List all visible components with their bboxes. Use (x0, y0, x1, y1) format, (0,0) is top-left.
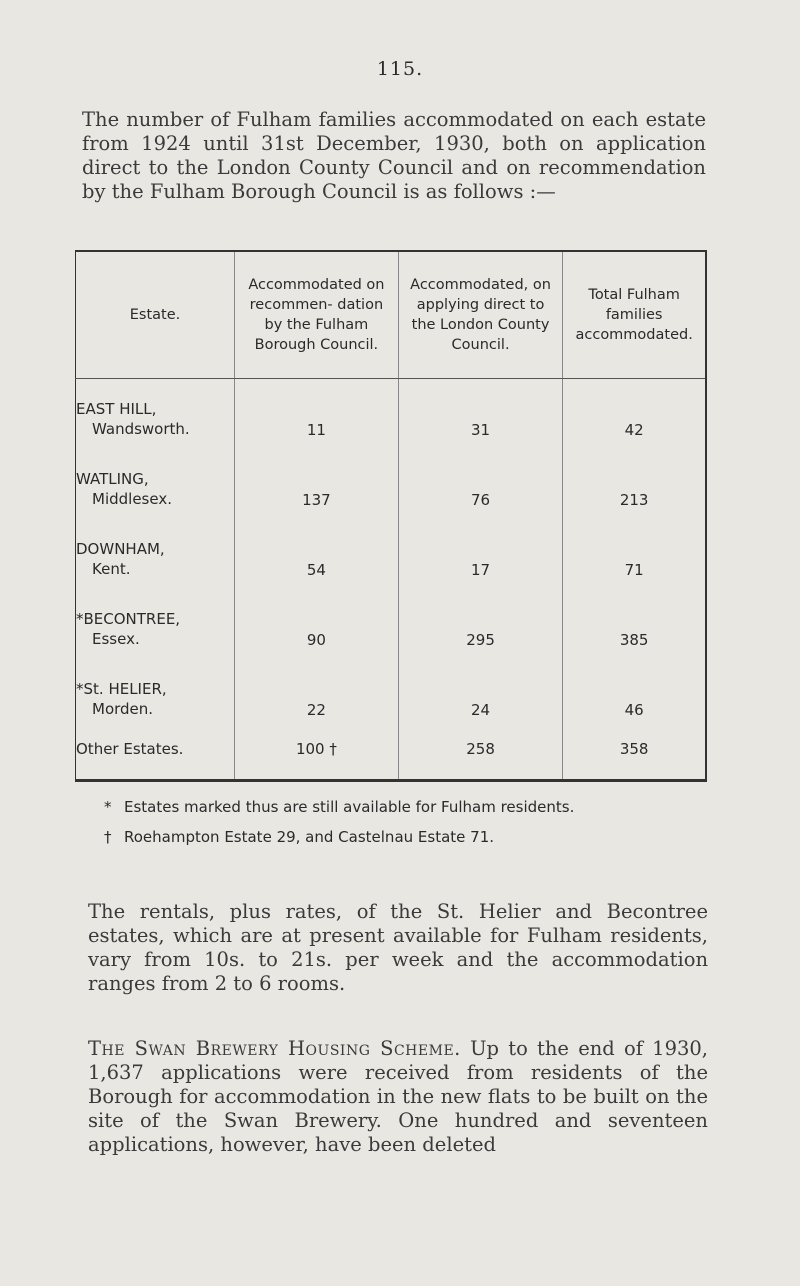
direct-cell: 295 (398, 585, 563, 655)
table-row (76, 655, 707, 725)
footnote-text: Roehampton Estate 29, and Castelnau Estate 71. (124, 828, 495, 846)
footnote-asterisk (104, 796, 704, 818)
total-cell: 42 (563, 379, 706, 446)
estate-name: Other Estates. (76, 740, 184, 758)
recommended-cell: 100 † (235, 725, 399, 781)
estate-location: Morden. (92, 700, 154, 718)
footnote-text: Estates marked thus are still available for Fulham residents. (124, 798, 575, 816)
intro-paragraph: The number of Fulham families accommodated on each estate from 1924 until 31st December, 1930, both on application direct to the London County Council and on recommendation by the Fulham Borough Council is as follows :— (82, 108, 706, 203)
recommended-cell: 137 (235, 445, 399, 515)
estates-table (75, 250, 707, 782)
table-row (76, 515, 707, 585)
direct-cell: 258 (398, 725, 563, 781)
estate-name: *BECONTREE, (76, 610, 181, 628)
estate-name: DOWNHAM, (76, 540, 165, 558)
recommended-cell: 11 (235, 379, 399, 446)
rentals-paragraph: The rentals, plus rates, of the St. Helier and Becontree estates, which are at present available for Fulham residents, vary from 10s. to 21s. per week and the accommodation ranges from 2 to 6 rooms. (88, 900, 708, 995)
header-total: Total Fulham families accommodated. (563, 251, 706, 379)
table-header-row (76, 251, 707, 379)
table-row (76, 379, 707, 446)
total-cell: 358 (563, 725, 706, 781)
table-row (76, 725, 707, 781)
swan-brewery-text: Up to the end of 1930, 1,637 applications were received from residents of the Borough for accommodation in the new flats to be built on the site of the Swan Brewery. One hundred and seventeen applications, however, have been deleted (88, 1037, 708, 1156)
table-row (76, 585, 707, 655)
estate-location: Kent. (92, 560, 131, 578)
direct-cell: 31 (398, 379, 563, 446)
footnote-mark: * (104, 798, 112, 816)
estate-location: Wandsworth. (92, 420, 190, 438)
recommended-cell: 90 (235, 585, 399, 655)
estate-name: WATLING, (76, 470, 149, 488)
header-direct: Accommodated, on applying direct to the London County Council. (398, 251, 563, 379)
estate-name: EAST HILL, (76, 400, 157, 418)
estate-cell (76, 445, 235, 515)
estate-location: Middlesex. (92, 490, 172, 508)
swan-brewery-paragraph (88, 1037, 708, 1157)
direct-cell: 24 (398, 655, 563, 725)
total-cell: 46 (563, 655, 706, 725)
swan-brewery-heading: The Swan Brewery Housing Scheme. (88, 1037, 461, 1060)
direct-cell: 76 (398, 445, 563, 515)
estate-cell (76, 515, 235, 585)
estate-cell (76, 379, 235, 446)
estate-location: Essex. (92, 630, 140, 648)
footnote-dagger (104, 826, 704, 848)
recommended-cell: 54 (235, 515, 399, 585)
page-number: 115. (376, 58, 424, 80)
direct-cell: 17 (398, 515, 563, 585)
estate-cell (76, 655, 235, 725)
recommended-cell: 22 (235, 655, 399, 725)
estate-cell (76, 585, 235, 655)
table-row (76, 445, 707, 515)
total-cell: 71 (563, 515, 706, 585)
footnotes (104, 796, 704, 848)
header-recommended: Accommodated on recommen- dation by the Fulham Borough Council. (235, 251, 399, 379)
estate-cell (76, 725, 235, 781)
footnote-mark: † (104, 828, 112, 846)
total-cell: 385 (563, 585, 706, 655)
header-estate: Estate. (76, 251, 235, 379)
total-cell: 213 (563, 445, 706, 515)
estate-name: *St. HELIER, (76, 680, 167, 698)
